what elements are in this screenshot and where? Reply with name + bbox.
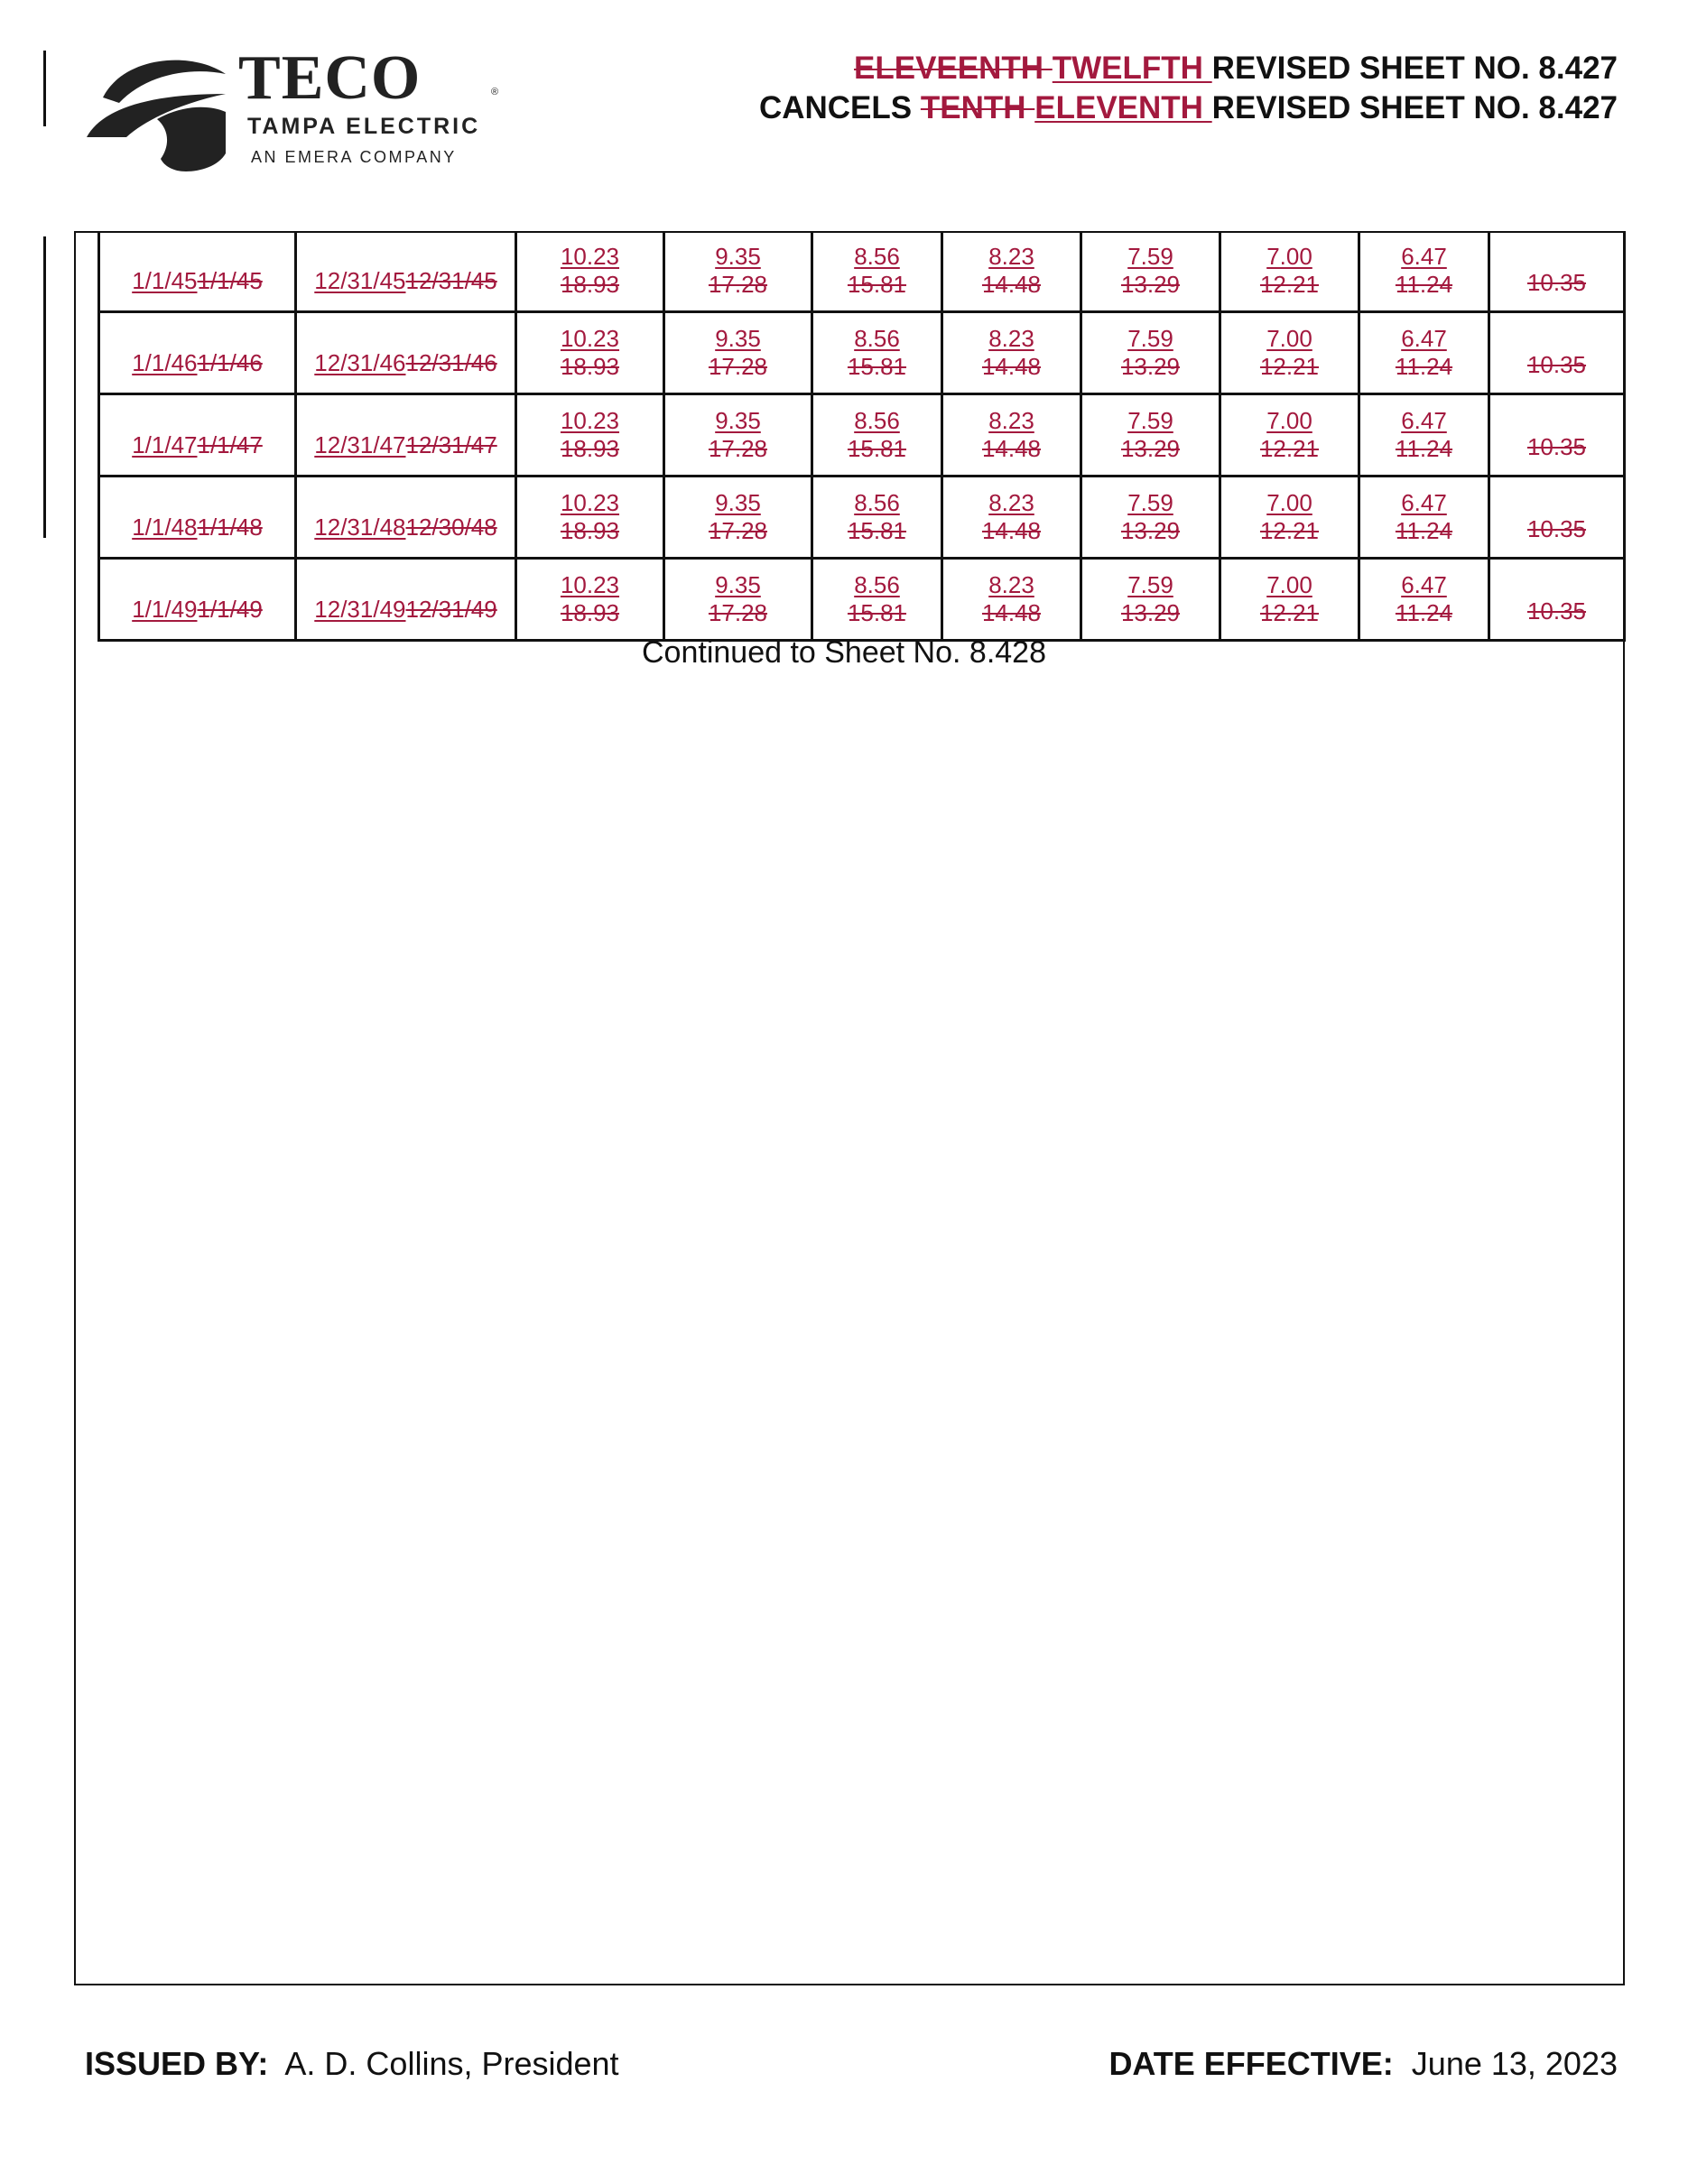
start-date-old: 1/1/48 [197,513,263,541]
rate-value-new: 6.47 [1401,489,1447,516]
rate-value-pair [1082,243,1219,299]
rate-value-pair [665,243,811,299]
end-date-new: 12/31/48 [314,513,406,541]
rate-value-old: 17.28 [708,435,768,462]
rate-value-pair [1221,325,1358,381]
rate-value-new: 8.56 [854,489,900,516]
rate-value-cell [1220,559,1359,641]
rate-value-new: 8.56 [854,571,900,598]
rate-value-cell [516,394,664,477]
rate-value-pair [943,571,1080,627]
rate-value-pair [1082,571,1219,627]
company-logo [83,43,552,173]
logo-emera-company: AN EMERA COMPANY [251,148,457,166]
start-date-cell [99,477,296,559]
rate-value-old: 11.24 [1395,271,1453,298]
sheet-title-line2 [759,88,1618,128]
rate-value-cell [1220,477,1359,559]
last-value-old: 10.35 [1526,268,1587,296]
start-date-new: 1/1/45 [132,266,198,294]
rate-value-new: 6.47 [1401,325,1447,352]
logo-tampa-electric: TAMPA ELECTRIC [247,114,481,139]
rate-value-pair [665,489,811,545]
end-date-cell [296,312,516,394]
table-row [99,477,1625,559]
table-row [99,312,1625,394]
start-date-new: 1/1/48 [132,513,198,541]
rate-value-old: 12.21 [1259,435,1320,462]
rate-value-cell [812,477,942,559]
rate-value-old: 11.24 [1395,517,1453,544]
rate-value-cell [1220,394,1359,477]
rate-value-pair [665,407,811,463]
table-row [99,559,1625,641]
rate-value-new: 7.59 [1127,243,1173,270]
end-date-old: 12/30/48 [405,513,497,541]
continued-note: Continued to Sheet No. 8.428 [642,635,1046,670]
rate-value-cell [1359,394,1489,477]
rate-value-new: 7.59 [1127,571,1173,598]
rate-value-old: 13.29 [1120,435,1181,462]
rate-value-old: 12.21 [1259,599,1320,626]
logo-brand-text: TECO [238,43,422,113]
start-date-cell [99,394,296,477]
rate-value-new: 7.59 [1127,325,1173,352]
rate-value-old: 13.29 [1120,517,1181,544]
last-column-cell [1489,394,1625,477]
end-date-cell [296,394,516,477]
rate-value-cell [1359,312,1489,394]
rate-value-new: 9.35 [715,407,761,434]
start-date-old: 1/1/45 [197,266,263,294]
rate-value-cell [1359,559,1489,641]
rate-value-pair [1082,489,1219,545]
start-date-old: 1/1/46 [197,348,263,376]
last-value-old: 10.35 [1526,432,1587,460]
rate-value-new: 9.35 [715,243,761,270]
start-date-cell [99,231,296,312]
rate-value-new: 8.23 [988,407,1034,434]
rate-value-old: 15.81 [847,599,907,626]
cancelled-sheet-number-text: REVISED SHEET NO. 8.427 [1211,90,1618,125]
rate-value-cell [942,394,1081,477]
rate-value-new: 8.56 [854,407,900,434]
issued-by-value: A. D. Collins, President [284,2045,619,2082]
rate-value-pair [1082,407,1219,463]
rate-value-old: 15.81 [847,353,907,380]
rate-value-pair [943,325,1080,381]
start-date-new: 1/1/49 [132,595,198,623]
rate-value-new: 6.47 [1401,407,1447,434]
sheet-title-line1 [759,49,1618,88]
start-date-cell [99,312,296,394]
rate-value-old: 11.24 [1395,599,1453,626]
rate-value-pair [943,407,1080,463]
rate-value-pair [813,571,941,627]
inserted-cancel-revision-text: ELEVENTH [1034,90,1212,125]
rate-value-new: 7.00 [1266,407,1312,434]
rate-value-old: 15.81 [847,517,907,544]
teco-swoosh-icon [83,47,227,173]
date-effective [1108,2045,1618,2083]
rate-value-cell [516,477,664,559]
rate-value-old: 14.48 [981,599,1042,626]
end-date-new: 12/31/47 [314,430,406,458]
rate-value-new: 9.35 [715,325,761,352]
rate-value-pair [1221,243,1358,299]
rate-value-new: 7.00 [1266,571,1312,598]
rate-value-cell [664,231,812,312]
start-date-new: 1/1/46 [132,348,198,376]
rate-value-cell [664,394,812,477]
date-effective-label: DATE EFFECTIVE: [1108,2045,1394,2082]
last-value-old: 10.35 [1526,350,1587,378]
rate-value-old: 14.48 [981,517,1042,544]
rate-value-new: 10.23 [560,407,620,434]
end-date-cell [296,477,516,559]
rate-value-pair [1082,325,1219,381]
end-date-old: 12/31/45 [405,266,497,294]
rate-value-new: 7.00 [1266,243,1312,270]
rate-value-pair [517,489,663,545]
rate-value-pair [1360,407,1488,463]
rate-value-cell [1081,394,1220,477]
deleted-revision-text: ELEVEENTH [854,51,1053,86]
end-date-cell [296,231,516,312]
rate-table [97,231,1626,642]
rate-value-pair [517,407,663,463]
rate-value-old: 14.48 [981,271,1042,298]
rate-value-cell [664,559,812,641]
end-date-cell [296,559,516,641]
end-date-old: 12/31/46 [405,348,497,376]
rate-value-new: 8.23 [988,571,1034,598]
rate-value-old: 11.24 [1395,353,1453,380]
rate-value-new: 9.35 [715,489,761,516]
rate-value-pair [1221,407,1358,463]
rate-value-cell [516,231,664,312]
rate-value-old: 17.28 [708,517,768,544]
rate-value-old: 18.93 [560,435,620,462]
end-date-new: 12/31/49 [314,595,406,623]
last-column-cell [1489,559,1625,641]
rate-value-old: 18.93 [560,353,620,380]
issued-by-label: ISSUED BY: [85,2045,269,2082]
start-date-old: 1/1/47 [197,430,263,458]
rate-value-new: 7.59 [1127,407,1173,434]
rate-value-old: 17.28 [708,353,768,380]
start-date-old: 1/1/49 [197,595,263,623]
rate-value-pair [1360,243,1488,299]
start-date-new: 1/1/47 [132,430,198,458]
rate-value-old: 14.48 [981,353,1042,380]
rate-value-cell [812,231,942,312]
rate-value-cell [812,559,942,641]
rate-value-new: 6.47 [1401,571,1447,598]
rate-value-new: 8.23 [988,489,1034,516]
rate-value-new: 8.56 [854,325,900,352]
rate-value-pair [665,325,811,381]
rate-value-old: 13.29 [1120,599,1181,626]
rate-value-new: 9.35 [715,571,761,598]
rate-value-new: 6.47 [1401,243,1447,270]
rate-value-cell [1359,477,1489,559]
inserted-revision-text: TWELFTH [1052,51,1212,86]
rate-value-pair [1360,325,1488,381]
rate-value-pair [943,243,1080,299]
table-row [99,231,1625,312]
rate-value-cell [942,559,1081,641]
rate-value-old: 18.93 [560,517,620,544]
rate-value-cell [516,559,664,641]
rate-value-pair [517,571,663,627]
rate-value-new: 8.23 [988,325,1034,352]
rate-value-cell [664,477,812,559]
rate-value-pair [813,489,941,545]
rate-value-cell [942,477,1081,559]
cancels-label: CANCELS [758,90,921,125]
issued-by [85,2045,619,2083]
rate-value-cell [1081,231,1220,312]
rate-value-old: 17.28 [708,599,768,626]
rate-value-old: 15.81 [847,271,907,298]
rate-value-cell [812,394,942,477]
rate-value-old: 13.29 [1120,271,1181,298]
rate-value-new: 8.23 [988,243,1034,270]
rate-value-cell [1081,312,1220,394]
rate-value-new: 7.59 [1127,489,1173,516]
end-date-new: 12/31/45 [314,266,406,294]
end-date-new: 12/31/46 [314,348,406,376]
rate-value-pair [943,489,1080,545]
rate-value-pair [517,325,663,381]
rate-value-pair [813,407,941,463]
last-value-old: 10.35 [1526,597,1587,625]
rate-value-cell [664,312,812,394]
rate-value-old: 14.48 [981,435,1042,462]
start-date-cell [99,559,296,641]
sheet-number-text: REVISED SHEET NO. 8.427 [1211,51,1618,86]
deleted-cancel-revision-text: TENTH [920,90,1035,125]
rate-value-old: 12.21 [1259,271,1320,298]
rate-value-cell [516,312,664,394]
rate-value-new: 7.00 [1266,325,1312,352]
rate-value-new: 10.23 [560,489,620,516]
rate-value-old: 18.93 [560,271,620,298]
rate-value-new: 8.56 [854,243,900,270]
rate-value-pair [1221,571,1358,627]
rate-value-pair [1360,489,1488,545]
table-row [99,394,1625,477]
rate-value-old: 12.21 [1259,517,1320,544]
change-bar-table [43,236,46,538]
rate-value-cell [942,231,1081,312]
rate-value-new: 10.23 [560,243,620,270]
end-date-old: 12/31/49 [405,595,497,623]
rate-value-cell [812,312,942,394]
rate-value-old: 15.81 [847,435,907,462]
rate-value-cell [942,312,1081,394]
rate-value-pair [1221,489,1358,545]
rate-value-old: 11.24 [1395,435,1453,462]
rate-value-pair [517,243,663,299]
rate-value-old: 17.28 [708,271,768,298]
change-bar-header [43,51,46,126]
rate-value-pair [813,243,941,299]
rate-value-pair [813,325,941,381]
date-effective-value: June 13, 2023 [1411,2045,1618,2082]
sheet-title [759,49,1618,128]
rate-value-new: 10.23 [560,571,620,598]
rate-value-new: 10.23 [560,325,620,352]
rate-value-old: 13.29 [1120,353,1181,380]
logo-registered-mark: ® [491,87,499,97]
last-column-cell [1489,231,1625,312]
rate-value-pair [1360,571,1488,627]
rate-value-new: 7.00 [1266,489,1312,516]
rate-value-cell [1220,312,1359,394]
rate-value-old: 12.21 [1259,353,1320,380]
rate-value-cell [1220,231,1359,312]
rate-value-cell [1359,231,1489,312]
rate-value-cell [1081,559,1220,641]
rate-value-cell [1081,477,1220,559]
end-date-old: 12/31/47 [405,430,497,458]
last-column-cell [1489,312,1625,394]
rate-value-old: 18.93 [560,599,620,626]
last-value-old: 10.35 [1526,514,1587,542]
rate-value-pair [665,571,811,627]
last-column-cell [1489,477,1625,559]
